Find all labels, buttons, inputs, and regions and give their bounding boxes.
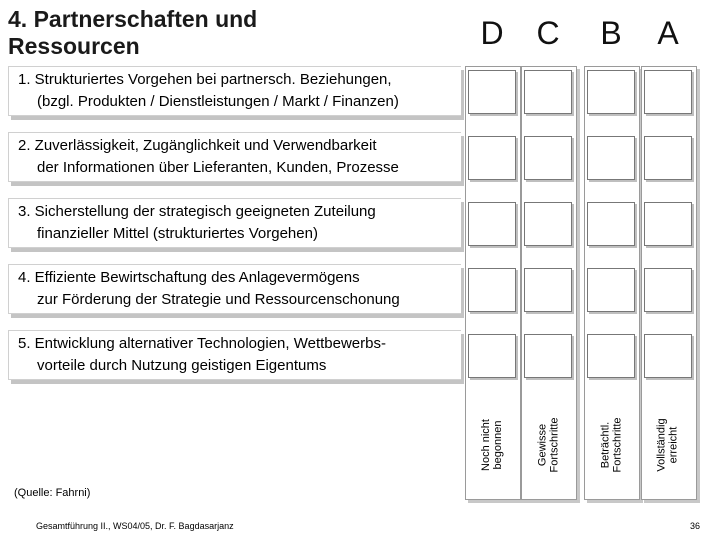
criterion-row-2 <box>8 132 461 182</box>
criterion-4-line-2: zur Förderung der Strategie und Ressourcenschonung <box>37 291 400 308</box>
column-label-b-line-1: Beträchtl. <box>599 421 612 469</box>
slide-title <box>8 6 257 60</box>
criterion-row-3 <box>8 198 461 248</box>
criterion-2-line-2: der Informationen über Lieferanten, Kunden, Prozesse <box>37 159 399 176</box>
column-label-d <box>465 400 519 490</box>
criterion-3-line-2: finanzieller Mittel (strukturiertes Vorgehen) <box>37 225 318 242</box>
criterion-row-5 <box>8 330 461 380</box>
criterion-5-line-2: vorteile durch Nutzung geistigen Eigentums <box>37 357 327 374</box>
rating-cell-row3-c[interactable] <box>524 202 572 246</box>
rating-cell-row1-a[interactable] <box>644 70 692 114</box>
column-label-a <box>641 400 695 490</box>
page-number: 36 <box>690 521 701 531</box>
criterion-1-line-2: (bzgl. Produkten / Dienstleistungen / Markt / Finanzen) <box>37 93 399 110</box>
column-letter-b: B <box>600 15 622 51</box>
rating-cell-row1-b[interactable] <box>587 70 635 114</box>
rating-cell-row3-a[interactable] <box>644 202 692 246</box>
rating-cell-row3-d[interactable] <box>468 202 516 246</box>
rating-cell-row1-c[interactable] <box>524 70 572 114</box>
title-line-2: Ressourcen <box>8 33 140 59</box>
rating-cell-row2-b[interactable] <box>587 136 635 180</box>
rating-cell-row4-c[interactable] <box>524 268 572 312</box>
rating-cell-row4-a[interactable] <box>644 268 692 312</box>
rating-cell-row4-d[interactable] <box>468 268 516 312</box>
column-label-c <box>521 400 575 490</box>
column-label-d-line-1: Noch nicht <box>479 419 492 471</box>
column-label-c-line-1: Gewisse <box>536 423 549 467</box>
rating-cell-row5-a[interactable] <box>644 334 692 378</box>
column-label-a-line-1: Vollständig <box>656 418 668 472</box>
criterion-2-line-1: 2. Zuverlässigkeit, Zugänglichkeit und Verwendbarkeit <box>18 137 377 154</box>
column-letter-a: A <box>657 15 679 51</box>
rating-cell-row5-c[interactable] <box>524 334 572 378</box>
rating-cell-row2-a[interactable] <box>644 136 692 180</box>
criterion-3-line-1: 3. Sicherstellung der strategisch geeigneten Zuteilung <box>18 203 376 220</box>
footer-text: Gesamtführung II., WS04/05, Dr. F. Bagdasarjanz <box>36 521 234 531</box>
column-label-b-line-2: Fortschritte <box>611 417 624 473</box>
criterion-5-line-1: 5. Entwicklung alternativer Technologien, Wettbewerbs- <box>18 335 386 352</box>
source-note: (Quelle: Fahrni) <box>14 487 91 499</box>
rating-cell-row3-b[interactable] <box>587 202 635 246</box>
criterion-1-line-1: 1. Strukturiertes Vorgehen bei partnersch. Beziehungen, <box>18 71 392 88</box>
column-label-b <box>584 400 638 490</box>
rating-cell-row2-c[interactable] <box>524 136 572 180</box>
rating-cell-row5-d[interactable] <box>468 334 516 378</box>
criterion-4-line-1: 4. Effiziente Bewirtschaftung des Anlagevermögens <box>18 269 360 286</box>
column-label-c-line-2: Fortschritte <box>548 417 561 473</box>
rating-cell-row1-d[interactable] <box>468 70 516 114</box>
column-letter-c: C <box>536 15 560 51</box>
title-line-1: 4. Partnerschaften und <box>8 6 258 32</box>
criterion-row-4 <box>8 264 461 314</box>
column-label-a-line-2: erreicht <box>668 426 680 464</box>
column-letter-d: D <box>480 15 504 51</box>
rating-cell-row5-b[interactable] <box>587 334 635 378</box>
rating-cell-row4-b[interactable] <box>587 268 635 312</box>
rating-cell-row2-d[interactable] <box>468 136 516 180</box>
column-label-d-line-2: begonnen <box>491 420 504 470</box>
criterion-row-1 <box>8 66 461 116</box>
